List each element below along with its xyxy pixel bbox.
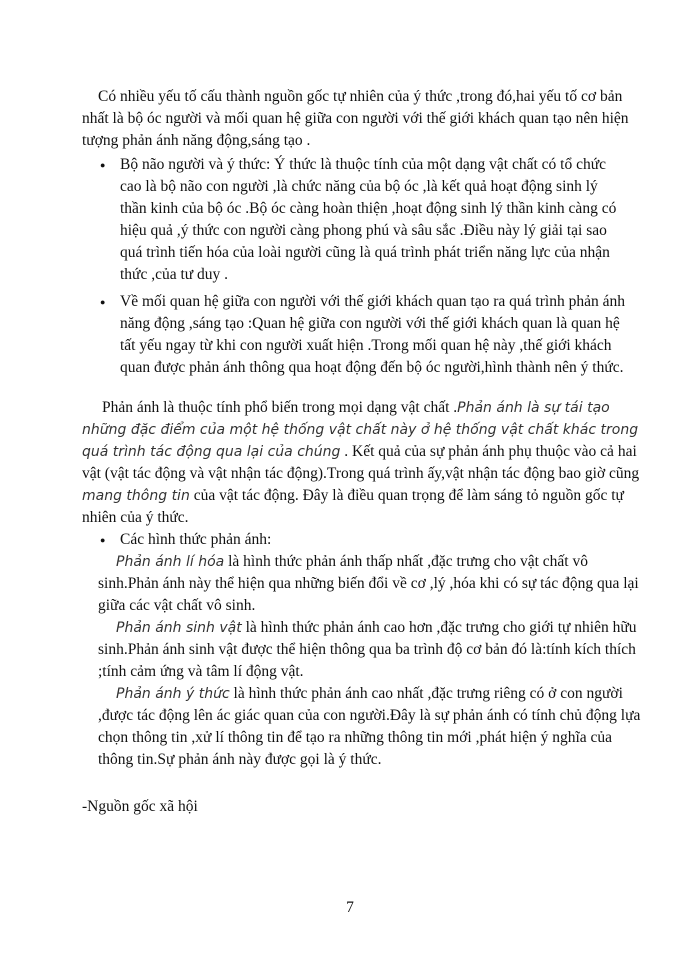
biological-reflection-text: là hình thức phản ánh cao hơn ,đặc trưng cho giới tự nhiên hữu sinh.Phản ánh sinh vật được thể hiện thông qua ba trình độ cơ bản đó là:tính kích thích ;tính cảm ứng và tâm lí động vật. bbox=[98, 619, 637, 680]
page-number: 7 bbox=[346, 899, 354, 916]
social-origin-heading: -Nguồn gốc xã hội bbox=[82, 798, 198, 815]
physical-reflection-text: là hình thức phản ánh thấp nhất ,đặc trưng cho vật chất vô sinh.Phản ánh này thể hiện qua những biến đổi về cơ ,lý ,hóa khi có sự tác động qua lại giữa các vật chất vô sinh. bbox=[98, 553, 639, 614]
intro-paragraph: Có nhiều yếu tố cấu thành nguồn gốc tự nhiên của ý thức ,trong đó,hai yếu tố cơ bản nhất là bộ óc người và mối quan hệ giữa con người với thế giới khách quan tạo nên hiện tượng phản ánh năng động,sáng tạo . bbox=[82, 88, 629, 149]
reflection-text-end: của vật tác động. Đây là điều quan trọng để làm sáng tỏ nguồn gốc tự nhiên của ý thức. bbox=[82, 487, 624, 526]
reflection-text-middle: . Kết quả của sự phản ánh phụ thuộc vào cả hai vật (vật tác động và vật nhận tác động).Trong quá trình ấy,vật nhận tác động bao giờ cũng bbox=[82, 443, 640, 482]
reflection-definition: Phản ánh là sự tái tạo những đặc điểm của một hệ thống vật chất này ở hệ thống vật chất khác trong quá trình tác động qua lại của chúng bbox=[82, 400, 639, 460]
bullet-list-brain bbox=[120, 154, 625, 286]
physical-reflection-term: Phản ánh lí hóa bbox=[116, 554, 225, 570]
conscious-reflection-text: là hình thức phản ánh cao nhất ,đặc trưng riêng có ở con người ,được tác động lên ác giác quan của con người.Đây là sự phản ánh có tính chủ động lựa chọn thông tin ,xử lí thông tin để tạo ra những thông tin mới ,phát hiện ý nghĩa của thông tin.Sự phản ánh này được gọi là ý thức. bbox=[98, 685, 641, 768]
reflection-paragraph bbox=[82, 397, 642, 529]
bullet-list-relation bbox=[120, 291, 625, 379]
physical-reflection-paragraph bbox=[98, 551, 643, 617]
reflection-text-start: Phản ánh là thuộc tính phổ biến trong mọi dạng vật chất . bbox=[102, 399, 458, 416]
biological-reflection-term: Phản ánh sinh vật bbox=[116, 620, 242, 636]
conscious-reflection-paragraph bbox=[98, 683, 643, 771]
forms-list bbox=[120, 529, 645, 551]
bullet-item-brain: ● Bộ não người và ý thức: Ý thức là thuộc tính của một dạng vật chất có tổ chức cao là bộ não con người ,là chức năng của bộ óc ,là kết quả hoạt động sinh lý thần kinh của bộ óc .Bộ óc càng hoàn thiện ,hoạt động sinh lý thần kinh càng có hiệu quả ,ý thức con người càng phong phú và sâu sắc .Điều này lý giải tại sao quá trình tiến hóa của loài người cũng là quá trình phát triển năng lực của nhận thức ,của tư duy . bbox=[120, 154, 625, 286]
reflection-information-term: mang thông tin bbox=[82, 488, 190, 504]
bullet-item-relation: ● Về mối quan hệ giữa con người với thế giới khách quan tạo ra quá trình phản ánh năng động ,sáng tạo :Quan hệ giữa con người với thế giới khách quan là quan hệ tất yếu ngay từ khi con người xuất hiện .Trong mối quan hệ này ,thế giới khách quan được phản ánh thông qua hoạt động đến bộ óc người,hình thành nên ý thức. bbox=[120, 291, 625, 379]
forms-heading: ● Các hình thức phản ánh: bbox=[120, 529, 645, 551]
biological-reflection-paragraph bbox=[98, 617, 643, 683]
conscious-reflection-term: Phản ánh ý thức bbox=[116, 686, 230, 702]
